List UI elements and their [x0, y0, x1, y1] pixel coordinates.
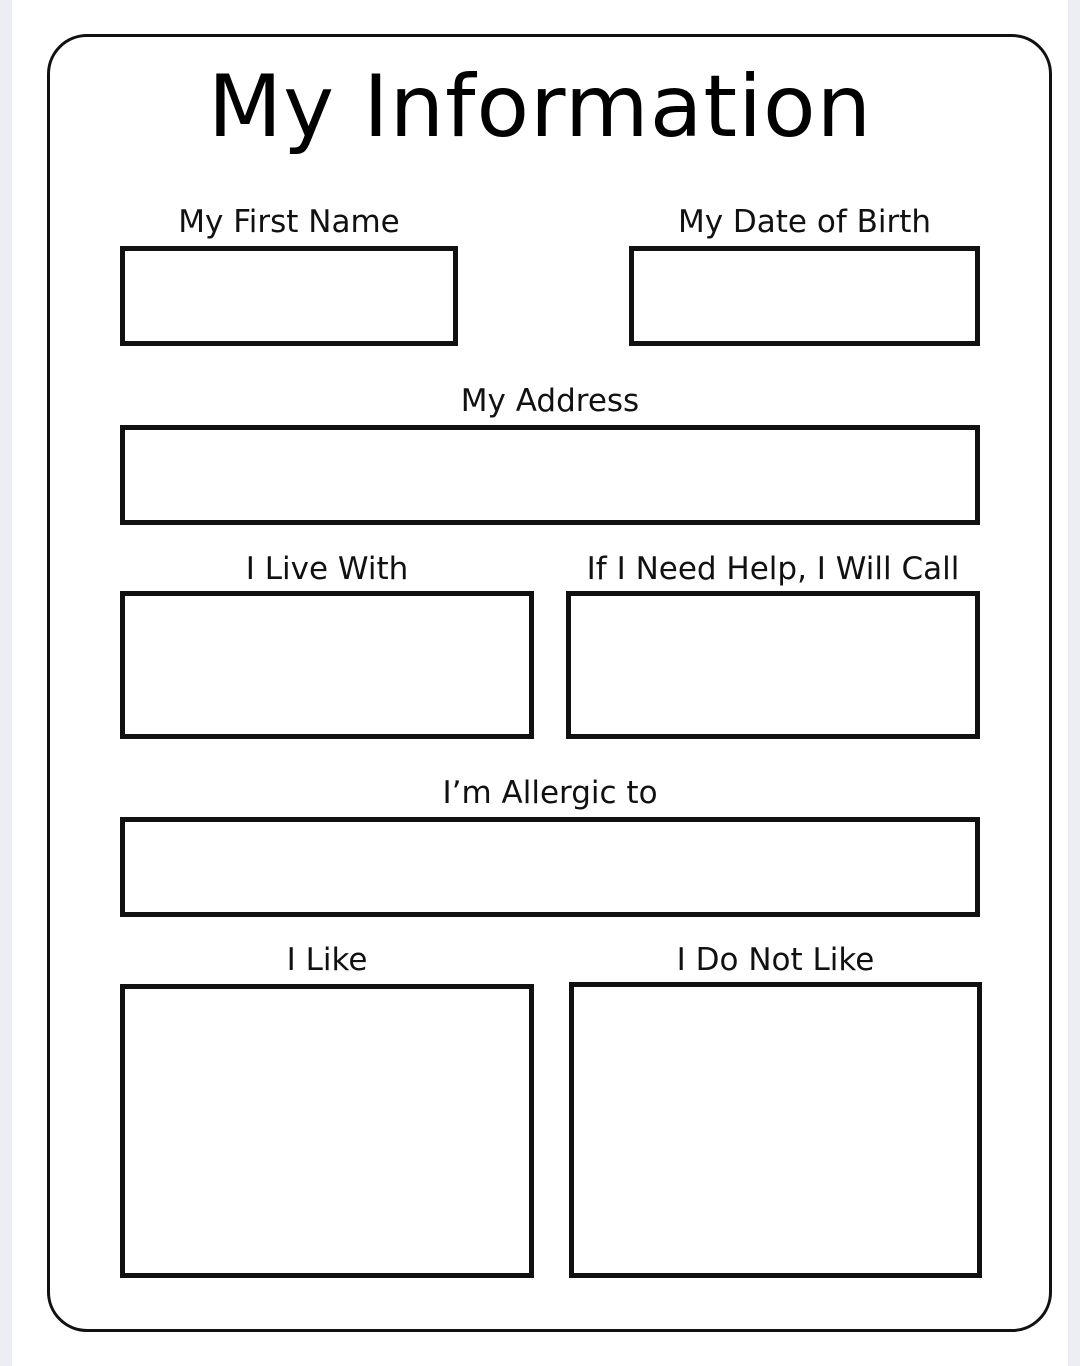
address-label: My Address: [460, 383, 640, 419]
do-not-like-field[interactable]: [569, 982, 982, 1278]
page-margin-left: [0, 0, 12, 1366]
like-label: I Like: [286, 942, 368, 978]
do-not-like-label: I Do Not Like: [676, 942, 875, 978]
like-field[interactable]: [120, 984, 534, 1278]
address-field[interactable]: [120, 425, 980, 525]
help-call-field[interactable]: [566, 591, 980, 739]
page-margin-right: [1068, 0, 1080, 1366]
page-title: My Information: [207, 57, 873, 157]
first-name-field[interactable]: [120, 246, 458, 346]
live-with-label: I Live With: [245, 551, 409, 587]
help-call-label: If I Need Help, I Will Call: [586, 551, 960, 587]
live-with-field[interactable]: [120, 591, 534, 739]
first-name-label: My First Name: [178, 204, 400, 240]
allergic-field[interactable]: [120, 817, 980, 917]
date-of-birth-field[interactable]: [629, 246, 980, 346]
date-of-birth-label: My Date of Birth: [677, 204, 932, 240]
allergic-label: I’m Allergic to: [442, 775, 658, 811]
